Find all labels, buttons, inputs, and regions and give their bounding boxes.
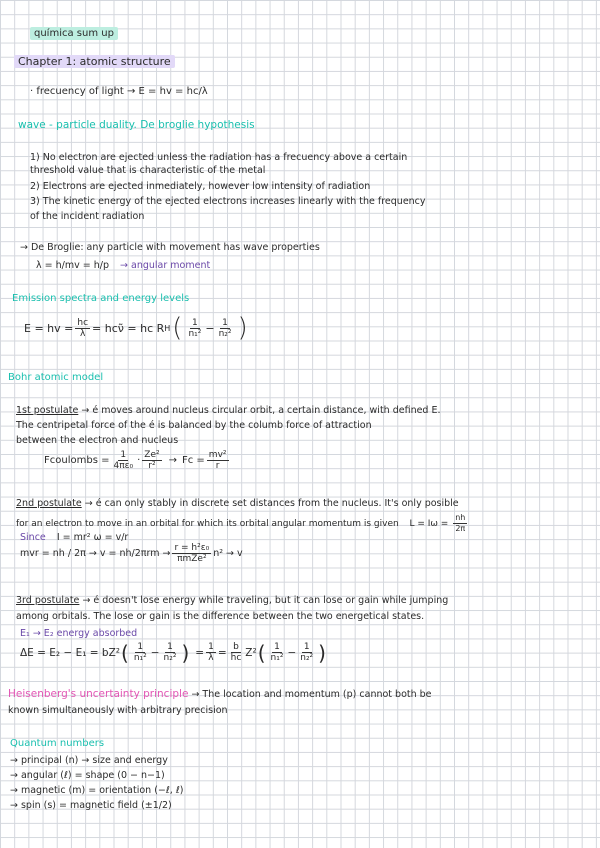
p2-label: 2nd postulate: [16, 498, 82, 509]
bohr-p1-line-2: The centripetal force of the é is balanced by the columb force of attraction: [16, 420, 372, 431]
heisenberg-line-2: known simultaneously with arbitrary precision: [8, 705, 228, 716]
delta-e-formula: ΔE = E₂ − E₁ = bZ² ( $\frac{1}{\text{n₁²}}$ − $\frac{1}{\text{n₂²}}$ ) = $\frac{1}{\lambda}$ = $\frac{b}{hc}$ Z² ( $\frac{1}{\text{n₁²}}$ − $\frac{1}{\text{n₂²}}$ ): [20, 640, 326, 665]
bohr-p3-line-2: among orbitals. The lose or gain is the difference between the two energetical states.: [16, 611, 425, 622]
p1-label: 1st postulate: [16, 405, 79, 416]
wave-item-1-cont: threshold value that is characteristic of the metal: [30, 165, 266, 176]
wave-item-3: 3) The kinetic energy of the ejected electrons increases linearly with the frequency: [30, 196, 426, 207]
heisenberg-line-1: Heisenberg's uncertainty principle → The location and momentum (p) cannot both be: [8, 688, 432, 700]
broglie-formula-row: [36, 259, 210, 272]
broglie-line: → De Broglie: any particle with movement has wave properties: [20, 242, 320, 253]
coulomb-formula: Fcoulombs = $\frac{1}{\text{4πε₀}}$ · $\frac{\text{Ze²}}{\text{r²}}$ → Fc = $\frac{\text{mv²}}{r}$: [44, 450, 227, 471]
broglie-note: → angular moment: [120, 260, 211, 271]
bohr-p1-line-1: 1st postulate → é moves around nucleus circular orbit, a certain distance, with defined E.: [16, 405, 441, 416]
emission-frac-hc-lambda: $\frac{hc}{\lambda}$: [77, 317, 89, 339]
heisenberg-heading: Heisenberg's uncertainty principle: [8, 688, 189, 700]
p3-label: 3rd postulate: [16, 595, 80, 606]
bohr-p2-line-1: 2nd postulate → é can only stably in discrete set distances from the nucleus. It's only posible: [16, 498, 459, 509]
emission-sub: H: [164, 323, 171, 333]
bohr-heading: Bohr atomic model: [8, 372, 104, 383]
right-paren: ): [237, 313, 248, 343]
frequency-line: · frecuency of light → E = hv = hc/λ: [30, 86, 208, 97]
broglie-formula: λ = h/mv = h/p: [36, 260, 109, 271]
bohr-p1-line-3: between the electron and nucleus: [16, 435, 179, 446]
bohr-p3-line-1: 3rd postulate → é doesn't lose energy while traveling, but it can lose or gain while jumping: [16, 595, 449, 606]
emission-formula: [24, 315, 250, 341]
emission-mid: = hcν̃ = hc R: [92, 321, 165, 335]
emission-frac-n1: $\frac{1}{\text{n₁²}}$: [188, 317, 202, 339]
quantum-item-spin: → spin (s) = magnetic field (±1/2): [10, 800, 172, 811]
header-title: química sum up: [30, 27, 118, 40]
emission-lhs: E = hv =: [24, 321, 74, 335]
bohr-since-line: Since I = mr² ω = v/r: [20, 532, 129, 543]
wave-item-1: 1) No electron are ejected unless the radiation has a frecuency above a certain: [30, 152, 408, 163]
bohr-mvr-line: mvr = nh / 2π → v = nh/2πrm → $\frac{\text{r = h²ε₀}}{\text{πmZe²}}$ n² → v: [20, 543, 243, 564]
energy-absorbed: E₁ → E₂ energy absorbed: [20, 628, 138, 639]
chapter-title: Chapter 1: atomic structure: [14, 55, 175, 68]
quantum-item-magnetic: → magnetic (m) = orientation (−ℓ, ℓ): [10, 785, 184, 796]
quantum-item-principal: → principal (n) → size and energy: [10, 755, 168, 766]
emission-frac-n2: $\frac{1}{\text{n₂²}}$: [218, 317, 232, 339]
emission-minus: −: [205, 321, 215, 335]
quantum-item-angular: → angular (ℓ) = shape (0 − n−1): [10, 770, 165, 781]
quantum-heading: Quantum numbers: [10, 738, 105, 749]
emission-heading: Emission spectra and energy levels: [12, 293, 190, 304]
wave-item-3-cont: of the incident radiation: [30, 211, 145, 222]
left-paren: (: [172, 313, 183, 343]
wave-item-2: 2) Electrons are ejected inmediately, however low intensity of radiation: [30, 181, 371, 192]
bohr-p2-line-2: for an electron to move in an orbital for which its orbital angular momentum is given L = Iω = $\frac{nh}{2\pi}$: [16, 513, 466, 533]
wave-heading: wave - particle duality. De broglie hypothesis: [18, 119, 255, 131]
